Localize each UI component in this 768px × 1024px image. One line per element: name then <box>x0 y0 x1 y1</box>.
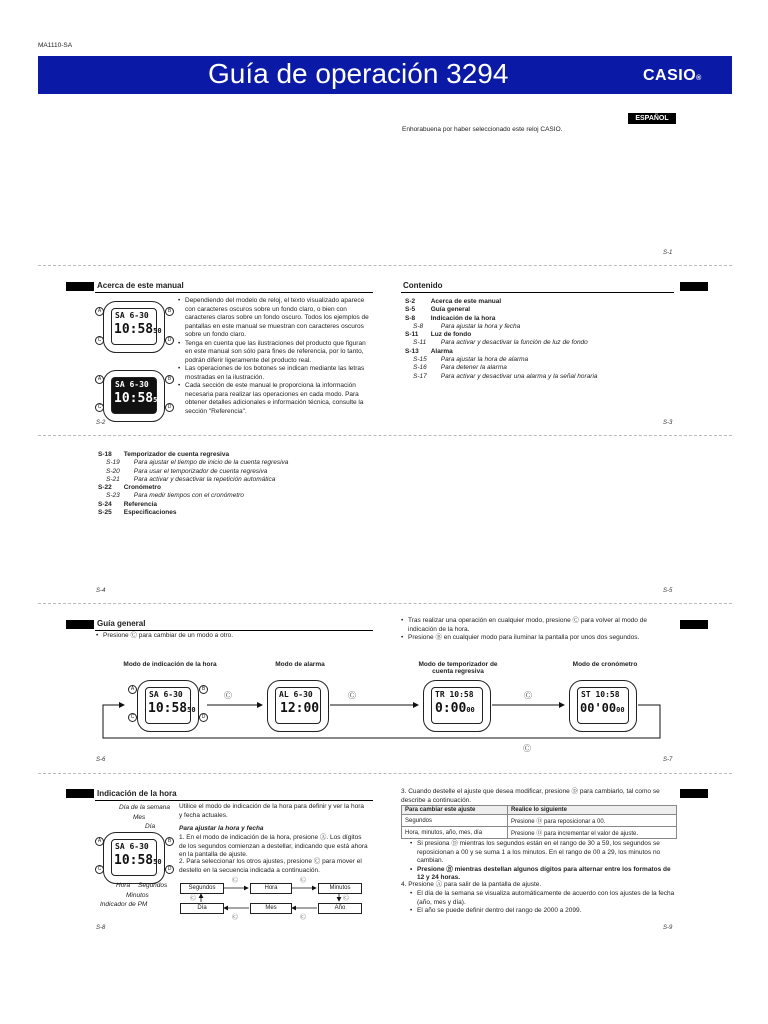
table-cell: Presione Ⓓ para reposicionar a 00. <box>507 815 676 827</box>
toc-entry: Para activar y desactivar la repetición automática <box>133 475 276 483</box>
button-a-icon: A <box>95 307 104 316</box>
page-number: S-7 <box>663 757 673 763</box>
bullet-item: • Presione Ⓒ para cambiar de un modo a otro. <box>96 632 366 641</box>
step-1: 1. En el modo de indicación de la hora, presione Ⓐ. Los dígitos de los segundos comienzan a destellar, indicando que está ahora en la pantalla de ajuste. <box>179 834 368 858</box>
toc-page-ref: S-16 <box>413 364 427 372</box>
button-d-icon: D <box>199 713 208 722</box>
button-a-icon: A <box>95 375 104 384</box>
toc-page-ref: S-8 <box>413 322 424 330</box>
label-day: Día <box>145 823 156 830</box>
display-main-time: 12:00 <box>280 701 320 716</box>
display-main-time: 10:5850 <box>114 853 162 868</box>
subheading-set-time: Para ajustar la hora y fecha <box>179 825 264 832</box>
bullet-item: • Tras realizar una operación en cualquier modo, presione Ⓒ para volver al modo de indicación de la hora. <box>401 617 677 634</box>
table-header: Para cambiar este ajuste <box>402 806 508 815</box>
toc-page-ref: S-17 <box>413 372 427 380</box>
toc-entry: Temporizador de cuenta regresiva <box>123 451 230 458</box>
toc-entry: Para activar y desactivar una alarma y la señal horaria <box>440 372 598 380</box>
label-minutes: Minutos <box>126 892 149 899</box>
table-cell: Hora, minutos, año, mes, día <box>402 827 508 839</box>
button-a-icon: A <box>128 685 137 694</box>
toc-entry: Especificaciones <box>123 509 177 517</box>
page-number: S-6 <box>96 757 106 763</box>
display-top-row: TR 10:58 <box>435 690 474 699</box>
label-weekday: Día de la semana <box>119 804 170 811</box>
toc-page-ref: S-20 <box>106 467 120 475</box>
toc-page-ref: S-18 <box>98 451 112 458</box>
button-c-icon: Ⓒ <box>224 691 232 700</box>
toc-entry: Para medir tiempos con el cronómetro <box>133 492 244 500</box>
toc-entry: Luz de fondo <box>430 331 472 339</box>
button-c-icon: C <box>128 713 137 722</box>
step-4: 4. Presione Ⓐ para salir de la pantalla de ajuste. <box>401 881 542 888</box>
seq-box-month: Mes <box>250 903 292 914</box>
toc-entry: Indicación de la hora <box>430 314 496 322</box>
seq-box-minutes: Minutos <box>318 883 362 894</box>
toc-page-ref: S-13 <box>405 347 419 355</box>
display-top-row: AL 6-30 <box>279 690 313 699</box>
seq-box-seconds: Segundos <box>180 883 224 894</box>
toc-page-ref: S-11 <box>413 339 427 347</box>
button-c-icon: Ⓒ <box>524 691 532 700</box>
button-c-icon: Ⓒ <box>300 915 307 921</box>
display-main-time: 10:5850 <box>148 701 196 716</box>
toc-page-ref: S-24 <box>98 500 112 508</box>
bullet-item: • Presione Ⓑ en cualquier modo para iluminar la pantalla por unos dos segundos. <box>401 634 677 643</box>
display-top-row: SA 6-30 <box>115 380 149 389</box>
page-number: S-3 <box>663 420 673 426</box>
page-number: S-9 <box>663 925 673 931</box>
display-main-time: 0:0000 <box>435 701 475 716</box>
mode-label-alarm: Modo de alarma <box>275 661 325 668</box>
display-top-row: SA 6-30 <box>115 311 149 320</box>
page-number: S-4 <box>96 588 106 594</box>
display-top-row: ST 10:58 <box>581 690 620 699</box>
toc-page-ref: S-15 <box>413 356 427 364</box>
toc-entry: Para ajustar la hora de alarma <box>440 356 529 364</box>
mode-label-timer: Modo de temporizador de cuenta regresiva <box>418 661 498 675</box>
display-top-row: SA 6-30 <box>149 690 183 699</box>
bullet-item: • Tenga en cuenta que las ilustraciones del producto que figuran en este manual son sólo para fines de referencia, por lo tanto, podrán diferir ligeramente del producto real. <box>178 340 374 366</box>
table-row <box>402 827 677 839</box>
seq-box-year: Año <box>318 903 362 914</box>
toc-entry: Para detener la alarma <box>440 364 507 372</box>
bullet-item: • Dependiendo del modelo de reloj, el texto visualizado aparece con caracteres oscuros sobre un fondo claro, o bien con caracteres claros sobre un fondo oscuro. Todos los ejemplos de pantallas en este manual se muestran con caracteres oscuros sobre un fondo claro. <box>178 297 374 340</box>
intro-text: Enhorabuena por haber seleccionado este reloj CASIO. <box>402 126 563 133</box>
button-a-icon: A <box>95 837 104 846</box>
bullet-item: • Las operaciones de los botones se indican mediante las letras mostradas en la ilustración. <box>178 365 374 382</box>
language-tag: ESPAÑOL <box>628 113 676 124</box>
toc-entry: Para usar el temporizador de cuenta regresiva <box>133 467 268 475</box>
button-c-icon: Ⓒ <box>343 896 350 902</box>
display-top-row: SA 6-30 <box>115 842 149 851</box>
label-seconds: Segundos <box>138 882 168 889</box>
section-heading-about: Acerca de este manual <box>97 281 184 290</box>
toc-entry: Alarma <box>430 347 453 355</box>
adjust-table <box>401 805 677 839</box>
toc-entry: Para ajustar el tiempo de inicio de la cuenta regresiva <box>133 459 289 467</box>
button-c-icon: Ⓒ <box>190 896 197 902</box>
toc-page-ref: S-8 <box>405 314 416 322</box>
brand-logo: CASIO® <box>643 67 702 84</box>
page-number: S-5 <box>663 588 673 594</box>
mode-label-stopwatch: Modo de cronómetro <box>572 661 638 668</box>
button-c-icon: Ⓒ <box>232 878 239 884</box>
table-header: Realice lo siguiente <box>507 806 676 815</box>
page-number: S-8 <box>96 925 106 931</box>
toc-page-ref: S-5 <box>405 306 416 314</box>
step-3: 3. Cuando destelle el ajuste que desea modificar, presione Ⓓ para cambiarlo, tal como se describe a continuación. <box>401 788 660 804</box>
button-c-icon: Ⓒ <box>348 691 356 700</box>
button-b-icon: B <box>165 307 174 316</box>
display-main-time: 10:5850 <box>114 391 162 406</box>
button-b-icon: B <box>199 685 208 694</box>
step-2: 2. Para seleccionar los otros ajustes, presione Ⓒ para mover el destello en la secuencia indicada a continuación. <box>179 858 362 874</box>
bullet-item: • El año se puede definir dentro del rango de 2000 a 2099. <box>410 907 678 916</box>
toc-entry: Para ajustar la hora y fecha <box>440 322 521 330</box>
label-hour: Hora <box>116 882 131 889</box>
seq-box-day: Día <box>180 903 224 914</box>
table-row <box>402 815 677 827</box>
button-d-icon: D <box>165 336 174 345</box>
page-number: S-2 <box>96 420 106 426</box>
bullet-item: • Presione Ⓑ mientras destellan algunos dígitos para alternar entre los formatos de 12 y 24 horas. <box>410 866 678 883</box>
section-heading-general: Guía general <box>97 619 146 628</box>
toc-entry: Referencia <box>123 500 157 508</box>
display-main-time: 10:5850 <box>114 322 162 337</box>
button-c-icon: Ⓒ <box>300 878 307 884</box>
toc-page-ref: S-11 <box>405 331 419 339</box>
toc-page-ref: S-25 <box>98 509 112 517</box>
table-cell: Presione Ⓓ para incrementar el valor de ajuste. <box>507 827 676 839</box>
button-c-icon: C <box>95 865 104 874</box>
section-heading-timekeeping: Indicación de la hora <box>97 789 177 798</box>
toc-page-ref: S-2 <box>405 298 416 305</box>
table-cell: Segundos <box>402 815 508 827</box>
page-title: Guía de operación 3294 <box>208 58 509 89</box>
button-c-icon: Ⓒ <box>232 915 239 921</box>
toc-entry: Acerca de este manual <box>430 298 502 305</box>
bullet-item: • Si presiona Ⓓ mientras los segundos están en el rango de 30 a 59, los segundos se reposicionan a 00 y se suma 1 a los minutos. En el rango de 00 a 29, los minutos no cambian. <box>410 840 678 866</box>
button-c-icon: C <box>95 403 104 412</box>
button-c-icon: C <box>95 336 104 345</box>
step3-notes <box>410 840 678 883</box>
step4-notes <box>410 890 678 916</box>
toc-page-ref: S-23 <box>106 492 120 500</box>
button-b-icon: B <box>165 837 174 846</box>
section-heading-contents: Contenido <box>403 281 443 290</box>
seq-box-hour: Hora <box>250 883 292 894</box>
toc-entry: Guía general <box>430 306 471 314</box>
bullet-item: • Cada sección de este manual le proporciona la información necesaria para realizar las operaciones en cada modo. Para obtener detalles adicionales e información técnica, consulte la sección "Referencia". <box>178 382 374 416</box>
bullet-item: • El día de la semana se visualiza automáticamente de acuerdo con los ajustes de la fecha (año, mes y día). <box>410 890 678 907</box>
button-c-icon: Ⓒ <box>523 744 531 753</box>
document-code: MA1110-SA <box>38 42 73 49</box>
page-number: S-1 <box>663 250 673 256</box>
button-d-icon: D <box>165 865 174 874</box>
toc-page-ref: S-22 <box>98 484 112 492</box>
toc-page-ref: S-21 <box>106 475 120 483</box>
button-d-icon: D <box>165 403 174 412</box>
mode-label-timekeeping: Modo de indicación de la hora <box>123 661 217 668</box>
toc-page-ref: S-19 <box>106 459 120 467</box>
toc-entry: Para activar y desactivar la función de luz de fondo <box>440 339 588 347</box>
button-b-icon: B <box>165 375 174 384</box>
timekeeping-intro: Utilice el modo de indicación de la hora para definir y ver la hora y fecha actuales. <box>179 803 364 819</box>
label-month: Mes <box>133 814 146 821</box>
label-pm-indicator: Indicador de PM <box>100 901 148 908</box>
toc-entry: Cronómetro <box>123 484 161 492</box>
display-main-time: 00'0000 <box>580 701 625 715</box>
